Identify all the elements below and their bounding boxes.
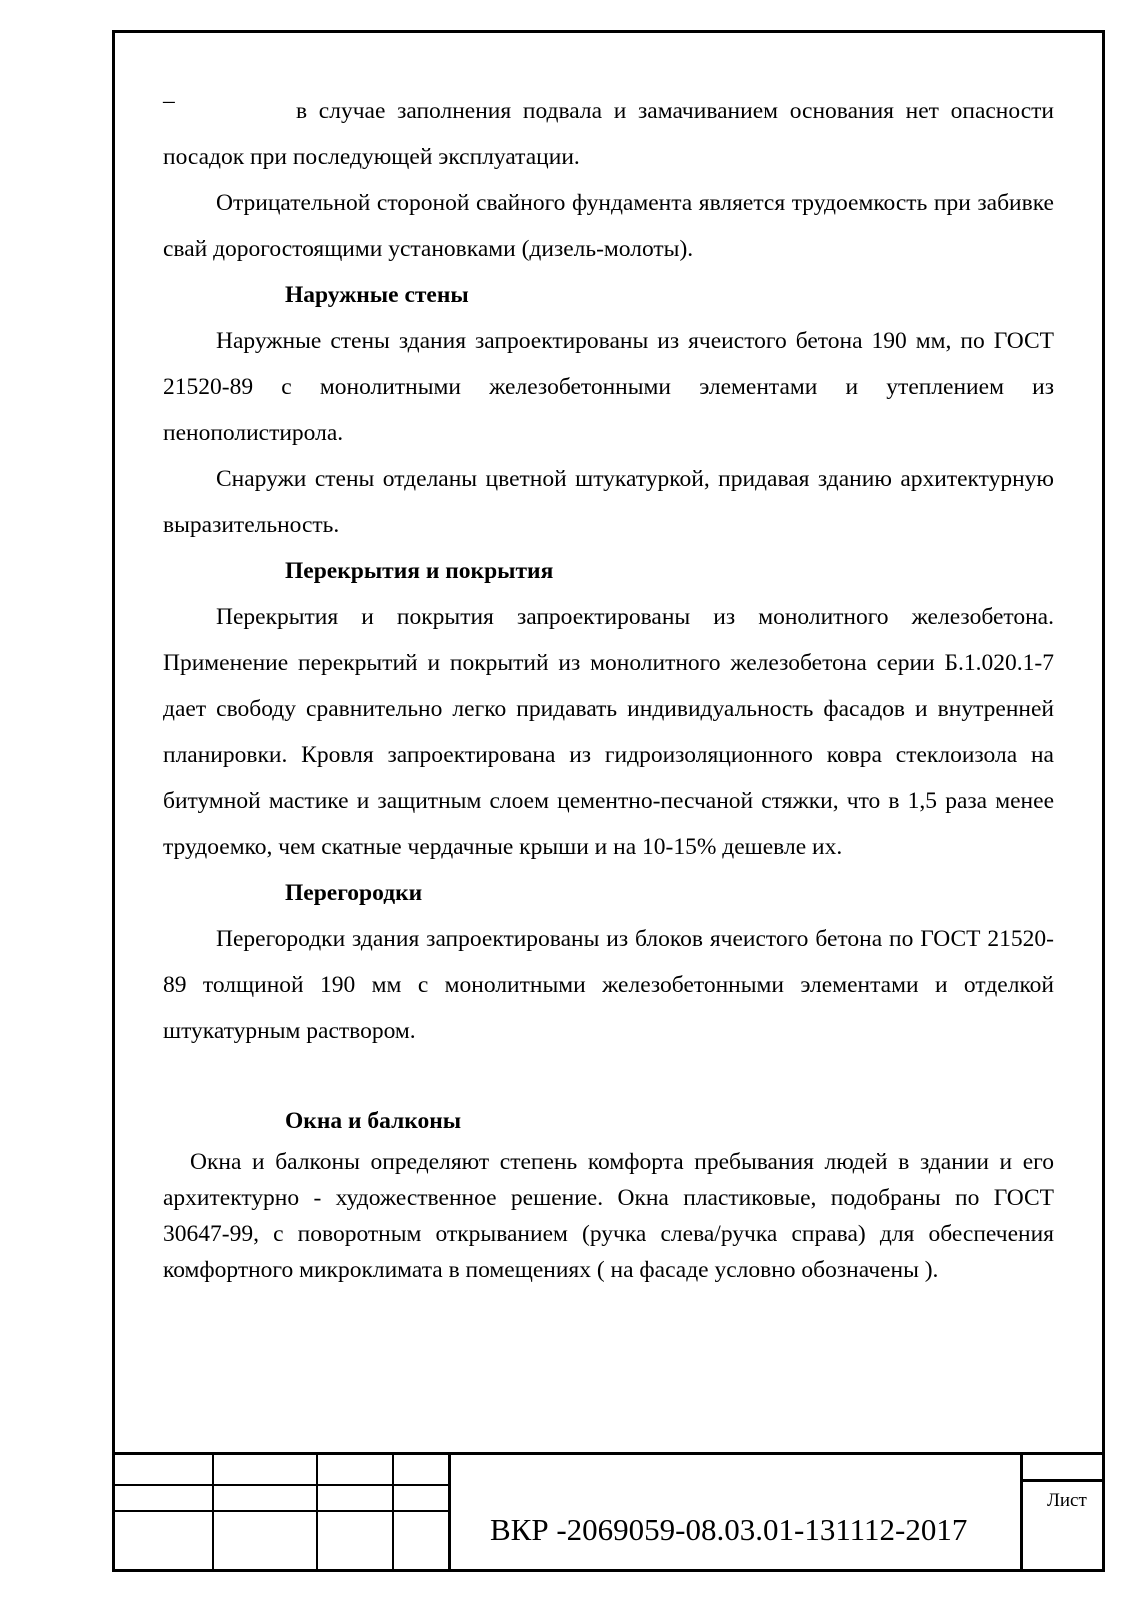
paragraph-partitions: Перегородки здания запроектированы из блоков ячеистого бетона по ГОСТ 21520-89 толщиной 190 мм с монолитными железобетонными элементами и отделкой штукатурным раствором. xyxy=(163,926,1054,1044)
list-item: – в случае заполнения подвала и замачиванием основания нет опасности посадок при последующей эксплуатации. xyxy=(163,88,1054,180)
heading-exterior-walls: Наружные стены xyxy=(285,282,469,308)
heading-partitions: Перегородки xyxy=(285,880,423,906)
paragraph-floors: Перекрытия и покрытия запроектированы из монолитного железобетона. Применение перекрытий и покрытий из монолитного железобетона серии Б.1.020.1-7 дает свободу сравнительно легко придавать индивидуальность фасадов и внутренней планировки. Кровля запроектирована из гидроизоляционного ковра стеклоизола на битумной мастике и защитным слоем цементно-песчаной стяжки, что в 1,5 раза менее трудоемко, чем скатные чердачные крыши и на 10-15% дешевле их. xyxy=(163,604,1054,860)
paragraph-basement: в случае заполнения подвала и замачиванием основания нет опасности посадок при последующей эксплуатации. xyxy=(163,98,1054,170)
paragraph-windows: Окна и балконы определяют степень комфорта пребывания людей в здании и его архитектурно - художественное решение. Окна пластиковые, подобраны по ГОСТ 30647-99, с поворотным открыванием (ручка слева/ручка справа) для обеспечения комфортного микроклимата в помещениях ( на фасаде условно обозначены ). xyxy=(163,1149,1054,1283)
document-code: ВКР -2069059-08.03.01-131112-2017 xyxy=(490,1512,968,1547)
paragraph-pile-drawback: Отрицательной стороной свайного фундамента является трудоемкость при забивке свай дорогостоящими установками (дизель-молоты). xyxy=(163,190,1054,262)
heading-windows: Окна и балконы xyxy=(285,1108,462,1134)
paragraph-exterior-walls: Наружные стены здания запроектированы из ячеистого бетона 190 мм, по ГОСТ 21520-89 с монолитными железобетонными элементами и утеплением из пенополистирола. xyxy=(163,328,1054,446)
document-body xyxy=(163,88,1054,1288)
paragraph-wall-finish: Снаружи стены отделаны цветной штукатуркой, придавая зданию архитектурную выразительность. xyxy=(163,466,1054,538)
sheet-label: Лист xyxy=(1047,1490,1087,1511)
heading-floors: Перекрытия и покрытия xyxy=(285,558,554,584)
